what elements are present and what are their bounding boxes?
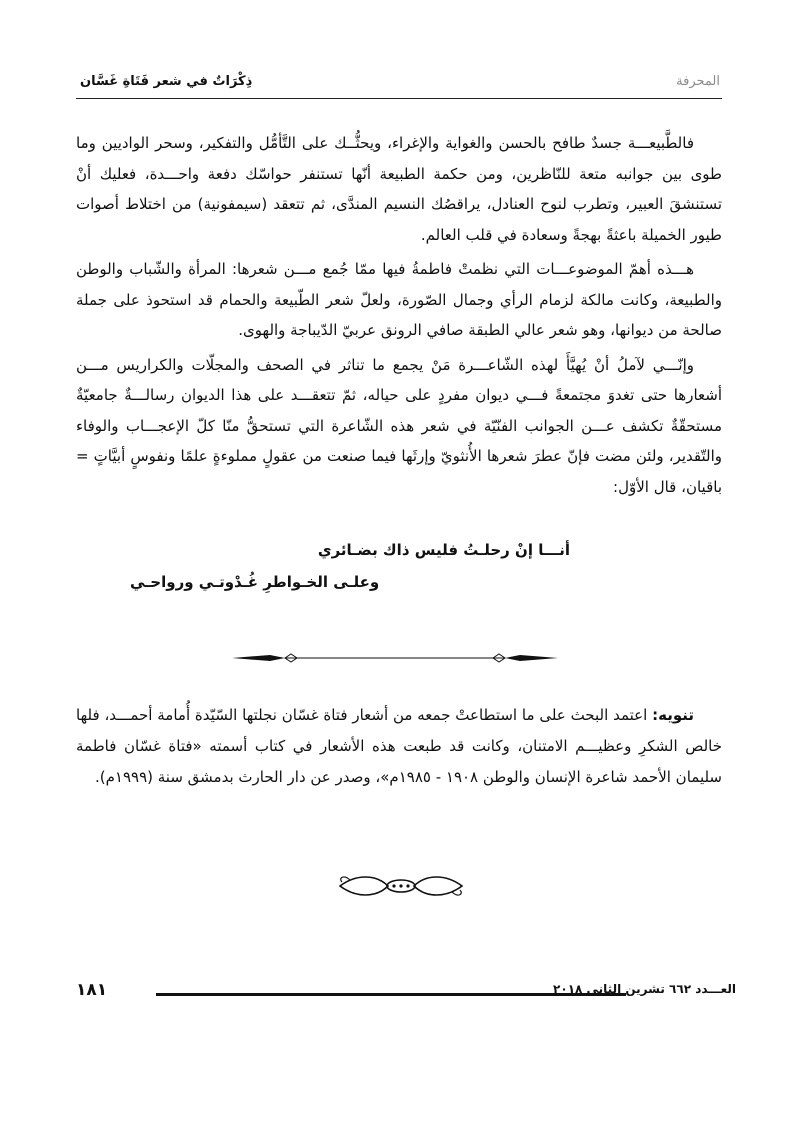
header-rule [76, 98, 722, 99]
note-block [76, 700, 722, 793]
page-header [76, 66, 722, 106]
verse-first-hemistich: أنـــا إنْ رحلـتُ فليس ذاك بضـائري [317, 541, 570, 559]
ornament-dot-2 [399, 884, 402, 887]
note-paragraph [76, 700, 722, 793]
magazine-logo: المحرفة [676, 74, 720, 89]
ornamental-divider [230, 650, 560, 666]
ornament-dot-3 [406, 884, 409, 887]
ornament-right-loop [414, 877, 462, 895]
paragraph-themes: هـــذه أهمّ الموضوعـــات التي نظمتْ فاطمةُ فيها ممّا جُمع مـــن شعرها: المرأة والشّباب والوطن والطبيعة، وكانت مالكة لزمام الرأي وجمال الصّورة، ولعلّ شعر الطّبيعة والحمام قد استحوذ على جملة صالحة من ديوانها، وهو شعر عالي الطبقة صافي الرونق عربيّ الدّيباجة والهوى. [76, 260, 722, 339]
divider-right-tip [505, 655, 558, 661]
note-text: اعتمد البحث على ما استطاعتْ جمعه من أشعار فتاة غسّان نجلتها السّيّدة أُمامة أحمـــد، فلها خالص الشكرِ وعظيـــم الامتنان، وكانت قد طبعت هذه الأشعار في كتاب أسمته «فتاة غسّان فاطمة سليمان الأحمد شاعرة الإنسان والوطن ١٩٠٨ - ١٩٨٥م»، وصدر عن دار الحارث بدمشق سنة (١٩٩٩م). [76, 706, 722, 786]
note-label: تنويه: [652, 706, 694, 724]
ornament-left-loop [340, 877, 388, 895]
paragraph-hope: وإنّـــي لآملُ أنْ يُهيَّأَ لهذه الشّاعـــرة مَنْ يجمع ما تناثر في الصحف والمجلّات والكراريس مـــن أشعارها حتى تغدوَ مجتمعةً فـــي ديوان مفردٍ على حياله، ثمّ تتعقـــد على هذا الديوان رسالـــةٌ جامعيّةٌ مستحقّةٌ تكشف عـــن الجوانب الفنّيّة في شعر هذه الشّاعرة التي تستحقُّ منّا كلّ الإعجـــاب والوفاء والتّقدير، ولئن مضت فإنّ عطرَ شعرها الأُنثويّ وإرثَها فيما صنعت من عقولٍ مملوءةٍ علمًا ونفوسٍ أبيَّاتٍ = باقيان، قال الأوّل: [76, 355, 722, 496]
paragraph-nature: فالطَّبيعـــة جسدٌ طافح بالحسن والغواية والإغراء، ويحثُّــك على التَّأمُّل والتفكير، وسحر الواديين وما طوى بين جوانبه متعة للنّاظرين، ومن حكمة الطبيعة أنّها تستنفر حواسّك دفعة واحـــدة، فعليك أنْ تستنشقَ العبير، وتطرب لنوح العنادل، يراقصُك النسيم المندَّى، ثم تتعقد (سيمفونية) من اختلاط أصوات طيور الخميلة باعثةً بهجةً وسعادة في قلب العالم. [76, 134, 722, 244]
article-body [76, 128, 722, 506]
page-number: ١٨١ [76, 980, 108, 1000]
header-title: ذِكْرَاتٌ في شعر فَتَاةِ غَسَّان [80, 74, 253, 89]
page-footer [76, 980, 736, 1010]
issue-info: العـــدد ٦٦٢ تشرين الثاني ٢٠١٨ [553, 982, 736, 996]
verse-second-hemistich: وعلـى الخـواطرِ غُـدْوتـي ورواحـي [130, 573, 380, 591]
poem-verses [130, 534, 570, 598]
divider-left-tip [232, 655, 285, 661]
ornament-dot-1 [392, 884, 395, 887]
end-ornament-icon [336, 872, 466, 900]
